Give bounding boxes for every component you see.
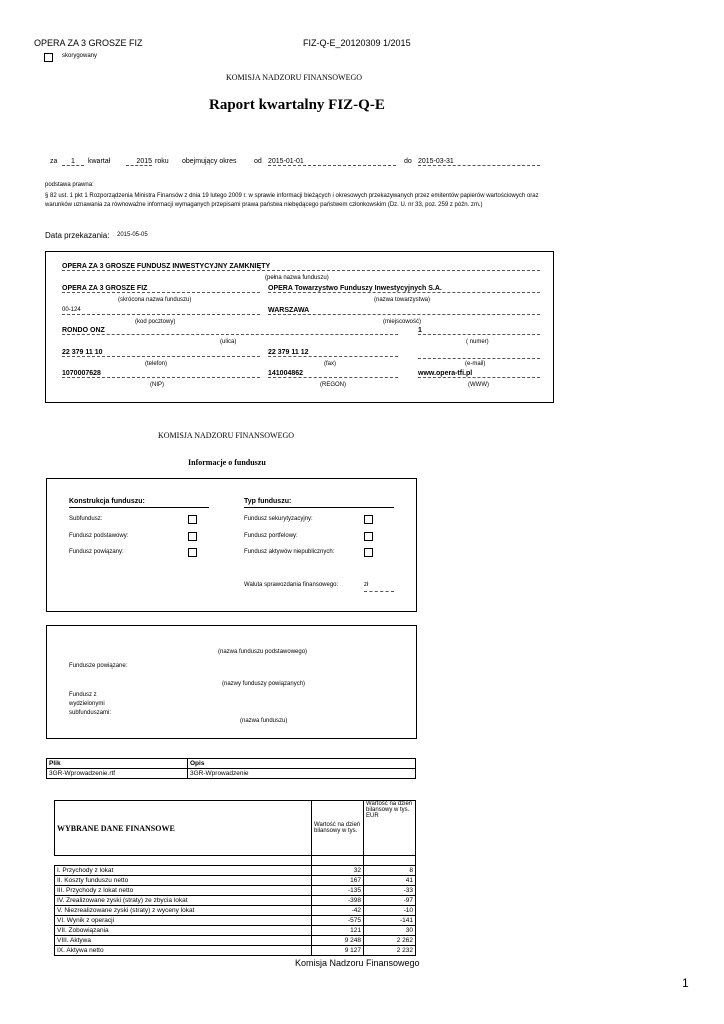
fund-company: OPERA Towarzystwo Funduszy Inwestycyjnych S.A. xyxy=(268,285,540,293)
fund-regon: 141004862 xyxy=(268,370,398,378)
fund-short-name: OPERA ZA 3 GROSZE FIZ xyxy=(62,285,260,293)
period-year: 2015 xyxy=(126,158,152,166)
row-value-pln: -42 xyxy=(312,906,364,916)
row-label: VII. Zobowiązania xyxy=(55,926,312,936)
transfer-date: 2015-05-05 xyxy=(117,232,148,238)
row-value-eur: 30 xyxy=(364,926,416,936)
table-row xyxy=(55,896,416,906)
files-header-file: Plik xyxy=(47,759,188,769)
fund-city: WARSZAWA xyxy=(268,307,540,315)
table-row xyxy=(55,926,416,936)
row-value-eur: 41 xyxy=(364,876,416,886)
fund-www: www.opera-tfi.pl xyxy=(418,370,540,378)
row-value-pln: -575 xyxy=(312,916,364,926)
row-value-eur: -33 xyxy=(364,886,416,896)
row-value-pln: -398 xyxy=(312,896,364,906)
info-heading: Informacje o funduszu xyxy=(188,458,266,467)
table-row xyxy=(55,866,416,876)
corrected-checkbox[interactable] xyxy=(44,53,53,62)
period-quarter: 1 xyxy=(62,158,84,166)
fund-email-caption: (e-mail) xyxy=(465,361,486,367)
base-fund-checkbox[interactable] xyxy=(188,532,197,541)
table-row xyxy=(55,936,416,946)
table-row xyxy=(55,886,416,896)
fund-postal: 00-124 xyxy=(62,307,260,315)
fund-city-caption: (miejscowość) xyxy=(383,319,422,325)
table-row xyxy=(55,946,416,956)
table-row xyxy=(47,769,416,779)
financial-table xyxy=(54,800,416,956)
type-securitization: Fundusz sekurytyzacyjny: xyxy=(244,516,313,522)
file-desc: 3GR-Wprowadzenie xyxy=(188,769,416,779)
securitization-checkbox[interactable] xyxy=(364,515,373,524)
period-to: 2015-03-31 xyxy=(418,158,540,166)
related-fund-checkbox[interactable] xyxy=(188,548,197,557)
row-value-eur: 8 xyxy=(364,866,416,876)
row-label: VIII. Aktywa xyxy=(55,936,312,946)
row-label: III. Przychody z lokat netto xyxy=(55,886,312,896)
non-public-checkbox[interactable] xyxy=(364,548,373,557)
legal-text: § 82 ust. 1 pkt 1 Rozporządzenia Ministra Finansów z dnia 19 lutego 2009 r. w sprawie informacji bieżących i okresowych przekazywanych przez emitentów papierów wartościowych oraz warunków uznawania za równoważne informacji wymaganych przepisami prawa państwa niebędącego państwem członkowskim (Dz. U. nr 33, poz. 259 z późn. zm.) xyxy=(45,193,539,208)
period-roku: roku xyxy=(155,158,169,165)
row-value-pln: 9 248 xyxy=(312,936,364,946)
row-label: II. Koszty funduszu netto xyxy=(55,876,312,886)
table-row xyxy=(55,876,416,886)
page-title: Raport kwartalny FIZ-Q-E xyxy=(209,97,385,113)
row-label: V. Niezrealizowane zyski (straty) z wyceny lokat xyxy=(55,906,312,916)
subfund-checkbox[interactable] xyxy=(188,515,197,524)
row-value-eur: -10 xyxy=(364,906,416,916)
transfer-date-label: Data przekazania: xyxy=(45,231,110,240)
file-name[interactable]: 3GR-Wprowadzenie.rtf xyxy=(47,769,188,779)
financial-col-eur: Wartość na dzień bilansowy w tys. EUR xyxy=(364,801,416,856)
subfunds-caption: (nazwa funduszu) xyxy=(240,718,288,724)
subfunds-label-1: Fundusz z xyxy=(69,692,97,698)
fund-number-caption: ( numer) xyxy=(466,339,489,345)
authority-top: KOMISJA NADZORU FINANSOWEGO xyxy=(226,73,363,82)
period-do: do xyxy=(404,158,412,165)
row-value-eur: 2 262 xyxy=(364,936,416,946)
row-label: I. Przychody z lokat xyxy=(55,866,312,876)
currency-label: Waluta sprawozdania finansowego: xyxy=(244,582,339,588)
construction-base: Fundusz podstawowy: xyxy=(69,533,129,539)
legal-label: podstawa prawna: xyxy=(45,182,94,188)
construction-heading: Konstrukcja funduszu: xyxy=(69,498,209,508)
files-table xyxy=(46,758,416,779)
row-value-pln: 167 xyxy=(312,876,364,886)
period-kwartal: kwartał xyxy=(88,158,111,165)
row-label: VI. Wynik z operacji xyxy=(55,916,312,926)
fund-fax-caption: (fax) xyxy=(324,361,336,367)
fund-nip-caption: (NIP) xyxy=(150,382,164,388)
fund-www-caption: (WWW) xyxy=(468,382,489,388)
page-number: 1 xyxy=(682,976,689,990)
fund-short-name-caption: (skrócona nazwa funduszu) xyxy=(118,297,192,303)
subfunds-label-3: subfunduszami: xyxy=(69,710,112,716)
files-header-desc: Opis xyxy=(188,759,416,769)
fund-postal-caption: (kod pocztowy) xyxy=(135,319,176,325)
subfunds-label-2: wydzielonymi xyxy=(69,701,105,707)
financial-title: WYBRANE DANE FINANSOWE xyxy=(55,801,312,856)
portfolio-checkbox[interactable] xyxy=(364,532,373,541)
row-label: IX. Aktywa netto xyxy=(55,946,312,956)
construction-subfund: Subfundusz: xyxy=(69,516,103,522)
fund-street-caption: (ulica) xyxy=(220,339,237,345)
type-heading: Typ funduszu: xyxy=(244,498,394,508)
period-from: 2015-01-01 xyxy=(268,158,396,166)
row-value-pln: 121 xyxy=(312,926,364,936)
fund-nip: 1070007628 xyxy=(62,370,260,378)
construction-related: Fundusz powiązany: xyxy=(69,549,124,555)
fund-regon-caption: (REGON) xyxy=(320,382,346,388)
table-row xyxy=(55,906,416,916)
type-non-public: Fundusz aktywów niepublicznych: xyxy=(244,549,335,555)
fund-full-name-caption: (pełna nazwa funduszu) xyxy=(265,275,329,281)
type-portfolio: Fundusz portfelowy: xyxy=(244,533,298,539)
fund-full-name: OPERA ZA 3 GROSZE FUNDUSZ INWESTYCYJNY ZAMKNIĘTY xyxy=(62,263,540,271)
period-covering: obejmujący okres xyxy=(182,158,237,165)
row-value-pln: 32 xyxy=(312,866,364,876)
fund-number: 1 xyxy=(418,327,540,335)
related-funds-caption: (nazwy funduszy powiązanych) xyxy=(222,681,306,687)
row-value-pln: -135 xyxy=(312,886,364,896)
row-value-eur: -97 xyxy=(364,896,416,906)
currency-value: zł xyxy=(364,582,394,592)
fund-phone-caption: (telefon) xyxy=(145,361,168,367)
fund-email xyxy=(418,349,540,359)
authority-info: KOMISJA NADZORU FINANSOWEGO xyxy=(158,431,295,440)
fund-company-caption: (nazwa towarzystwa) xyxy=(374,297,431,303)
base-fund-caption: (nazwa funduszu podstawowego) xyxy=(218,649,308,655)
fund-phone: 22 379 11 10 xyxy=(62,349,260,357)
table-row xyxy=(55,916,416,926)
row-value-pln: 9 127 xyxy=(312,946,364,956)
period-za: za xyxy=(50,158,58,165)
header-report-code: FIZ-Q-E_20120309 1/2015 xyxy=(303,38,411,48)
footer-org: Komisja Nadzoru Finansowego xyxy=(295,958,420,968)
header-fund-name: OPERA ZA 3 GROSZE FIZ xyxy=(34,38,143,48)
period-od: od xyxy=(254,158,262,165)
row-label: IV. Zrealizowane zyski (straty) ze zbycia lokat xyxy=(55,896,312,906)
row-value-eur: 2 232 xyxy=(364,946,416,956)
row-value-eur: -141 xyxy=(364,916,416,926)
fund-street: RONDO ONZ xyxy=(62,327,398,335)
fund-fax: 22 379 11 12 xyxy=(268,349,398,357)
related-funds-label: Fundusze powiązane: xyxy=(69,663,128,669)
corrected-label: skorygowany xyxy=(62,53,98,59)
financial-col-pln: Wartość na dzień bilansowy w tys. xyxy=(312,801,364,856)
